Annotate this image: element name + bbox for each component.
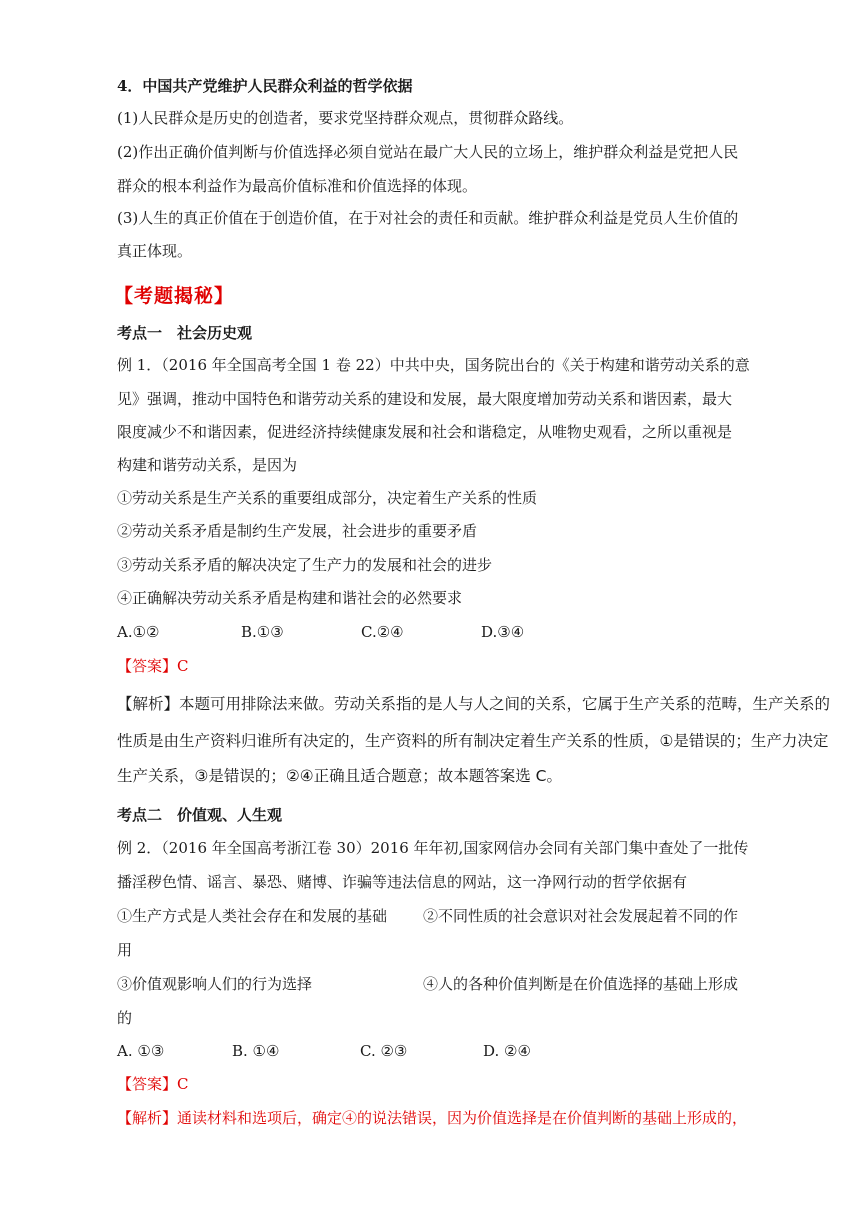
question-text: 构建和谐劳动关系，是因为 [117, 456, 298, 474]
option-statement: ③劳动关系矛盾的解决决定了生产力的发展和社会的进步 [117, 556, 493, 574]
option-statement: ①生产方式是人类社会存在和发展的基础 [117, 907, 388, 925]
option-statement: ③价值观影响人们的行为选择 [117, 975, 313, 993]
section-heading: 【考题揭秘】 [114, 285, 235, 307]
option-statement: ④正确解决劳动关系矛盾是构建和谐社会的必然要求 [117, 589, 463, 607]
paragraph: (3)人生的真正价值在于创造价值，在于对社会的责任和贡献。维护群众利益是党员人生价值的 [117, 209, 739, 227]
analysis-line [117, 694, 831, 714]
choice-d: D.③④ [481, 623, 525, 641]
choice-b: B.①③ [241, 623, 284, 641]
choice-c: C.②④ [361, 623, 404, 641]
question-text: 例 2．（2016 年全国高考浙江卷 30）2016 年年初,国家网信办会同有关部门集中查处了一批传 [117, 839, 749, 857]
analysis-keyword: 错误 [402, 1109, 433, 1127]
analysis-text: 本题可用排除法来做。劳动关系指的是人与人之间的关系，它属于生产关系的范畴，生产关系的 [179, 695, 831, 713]
option-statement: ①劳动关系是生产关系的重要组成部分，决定着生产关系的性质 [117, 489, 538, 507]
analysis-line [117, 1108, 747, 1128]
choice-d: D. ②④ [483, 1042, 531, 1060]
option-statement-cont: 的 [117, 1009, 133, 1027]
choice-a: A. ①③ [117, 1042, 165, 1060]
question-text: 例 1．（2016 年全国高考全国 1 卷 22）中共中央，国务院出台的《关于构建和谐劳动关系的意 [117, 356, 750, 374]
paragraph: (1)人民群众是历史的创造者，要求党坚持群众观点，贯彻群众路线。 [117, 109, 574, 127]
analysis-line: 性质是由生产资料归谁所有决定的，生产资料的所有制决定着生产关系的性质，①是错误的；生产力决定 [117, 732, 829, 750]
answer-tag: 【答案】 [117, 657, 178, 675]
analysis-text: 通读材料和选项后，确定④的说法 [177, 1109, 403, 1127]
analysis-tag: 【解析】 [117, 695, 180, 713]
analysis-text: ，因为价值选择是在价值判断的基础上形成的， [432, 1109, 748, 1127]
answer-line [117, 1074, 189, 1094]
option-statement-cont: 用 [117, 941, 133, 959]
analysis-line: 生产关系，③是错误的；②④正确且适合题意；故本题答案选 C。 [117, 767, 562, 785]
paragraph: (2)作出正确价值判断与价值选择必须自觉站在最广大人民的立场上，维护群众利益是党把人民 [117, 143, 739, 161]
section-title: 4．中国共产党维护人民群众利益的哲学依据 [117, 77, 413, 95]
choice-b: B. ①④ [232, 1042, 280, 1060]
question-text: 限度减少不和谐因素，促进经济持续健康发展和社会和谐稳定，从唯物史观看，之所以重视是 [117, 423, 733, 441]
answer-value: C [177, 1075, 189, 1093]
analysis-tag: 【解析】 [117, 1109, 178, 1127]
question-text: 见》强调，推动中国特色和谐劳动关系的建设和发展，最大限度增加劳动关系和谐因素，最大 [117, 390, 733, 408]
subsection-title: 考点一 社会历史观 [117, 324, 253, 342]
answer-line [117, 656, 189, 676]
choice-c: C. ②③ [360, 1042, 408, 1060]
option-statement: ②不同性质的社会意识对社会发展起着不同的作 [423, 907, 739, 925]
subsection-title: 考点二 价值观、人生观 [117, 806, 283, 824]
choice-a: A.①② [117, 623, 160, 641]
option-statement: ④人的各种价值判断是在价值选择的基础上形成 [423, 975, 739, 993]
answer-value: C [177, 657, 189, 675]
answer-tag: 【答案】 [117, 1075, 178, 1093]
question-text: 播淫秽色情、谣言、暴恐、赌博、诈骗等违法信息的网站，这一净网行动的哲学依据有 [117, 873, 688, 891]
paragraph: 群众的根本利益作为最高价值标准和价值选择的体现。 [117, 177, 478, 195]
paragraph: 真正体现。 [117, 242, 193, 260]
option-statement: ②劳动关系矛盾是制约生产发展，社会进步的重要矛盾 [117, 522, 478, 540]
